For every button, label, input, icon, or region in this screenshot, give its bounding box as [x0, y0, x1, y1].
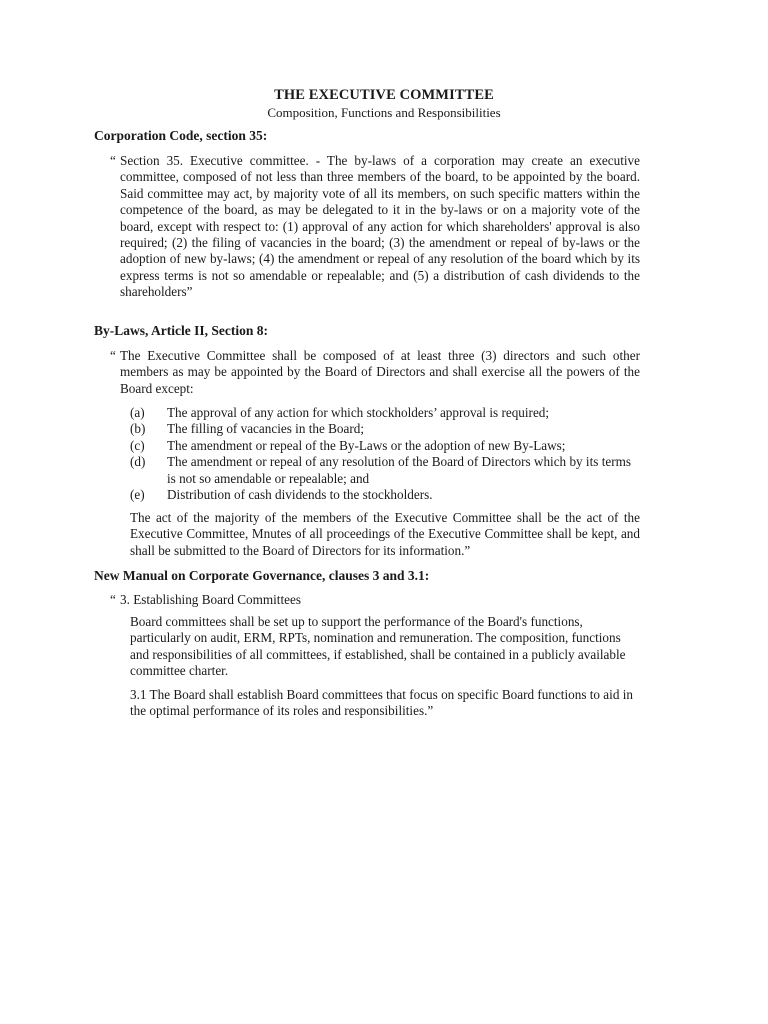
governance-paragraph-1: Board committees shall be set up to support the performance of the Board's functions, particularly on audit, ERM, RPTs, nomination and remuneration. The composition, functions and responsibilities of all committees, if established, shall be contained in a publicly available committee charter.: [130, 614, 626, 679]
section-heading-corporate-governance: New Manual on Corporate Governance, clauses 3 and 3.1:: [94, 568, 430, 583]
by-laws-quote: [110, 348, 640, 397]
quote-open-mark: “: [110, 153, 116, 168]
list-item-text: The approval of any action for which stockholders’ approval is required;: [167, 405, 550, 420]
list-item-text: The amendment or repeal of any resolution of the Board of Directors which by its terms is not so amendable or repealable; and: [167, 454, 631, 486]
list-item-marker: (d): [130, 454, 146, 470]
corporation-code-quote: [110, 153, 640, 301]
list-item-marker: (e): [130, 487, 145, 503]
list-item-marker: (c): [130, 437, 145, 453]
exceptions-list: [130, 405, 640, 503]
list-item-marker: (a): [130, 405, 145, 420]
list-item: [130, 405, 640, 421]
by-laws-quote-text: The Executive Committee shall be composed of at least three (3) directors and such other members as may be appointed by the Board of Directors and shall exercise all the powers of the Board except:: [120, 348, 640, 396]
section-heading-by-laws: By-Laws, Article II, Section 8:: [94, 323, 268, 338]
document-subtitle: Composition, Functions and Responsibilities: [267, 105, 501, 120]
governance-paragraph-2: 3.1 The Board shall establish Board committees that focus on specific Board functions to aid in the optimal performance of its roles and responsibilities.”: [130, 687, 633, 719]
list-item: [130, 487, 640, 503]
corporation-code-quote-text: Section 35. Executive committee. - The by-laws of a corporation may create an executive committee, composed of not less than three members of the board, to be appointed by the board. Said committee may act, by majority vote of all its members, on such specific matters within the competence of the board, as may be delegated to it in the by-laws or on a majority vote of the board, except with respect to: (1) approval of any action for which shareholders' approval is also required; (2) the filing of vacancies in the board; (3) the amendment or repeal of by-laws or the adoption of new by-laws; (4) the amendment or repeal of any resolution of the board which by its express terms is not so amendable or repealable; and (5) a distribution of cash dividends to the shareholders”: [120, 153, 640, 300]
list-item: [130, 421, 640, 437]
governance-quote-heading: 3. Establishing Board Committees: [120, 592, 301, 607]
governance-quote: [110, 592, 640, 608]
quote-open-mark: “: [110, 592, 116, 607]
list-item-text: Distribution of cash dividends to the stockholders.: [167, 487, 433, 503]
list-item: [130, 438, 640, 454]
list-item: [130, 454, 640, 487]
list-item-text: The filling of vacancies in the Board;: [167, 421, 365, 437]
quote-open-mark: “: [110, 348, 116, 363]
list-item-text: The amendment or repeal of the By-Laws or the adoption of new By-Laws;: [167, 437, 566, 453]
section-heading-corporation-code: Corporation Code, section 35:: [94, 128, 268, 143]
by-laws-closing-paragraph: The act of the majority of the members of the Executive Committee shall be the act of the Executive Committee, Mnutes of all proceedings of the Executive Committee shall be kept, and shall be submitted to the Board of Directors for its information.”: [130, 510, 640, 558]
list-item-marker: (b): [130, 421, 146, 437]
document-title: THE EXECUTIVE COMMITTEE: [274, 87, 494, 103]
